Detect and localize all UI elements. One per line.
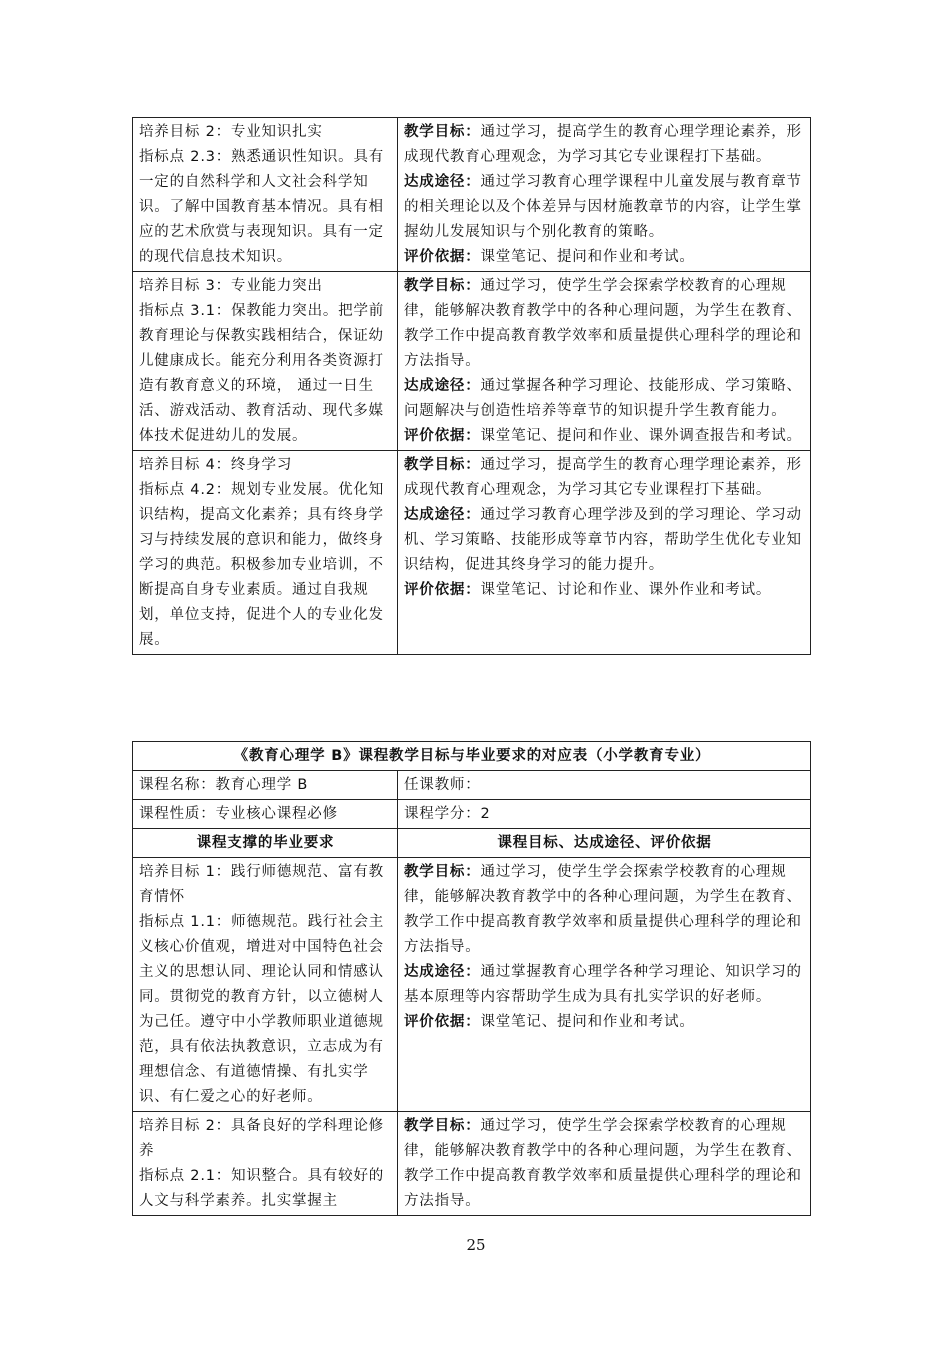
table-title-row (133, 742, 811, 771)
column-header-requirement: 课程支撑的毕业要求 (133, 829, 398, 858)
goal-label: 教学目标： (404, 124, 481, 140)
path-text: 通过掌握教育心理学各种学习理论、知识学习的基本原理等内容帮助学生成为具有扎实学识的好老师。 (404, 964, 802, 1005)
goal-text: 通过学习，使学生学会探索学校教育的心理规律，能够解决教育教学中的各种心理问题，为学生在教育、教学工作中提高教育教学效率和质量提供心理科学的理论和方法指导。 (404, 278, 802, 369)
goal-text: 通过学习，使学生学会探索学校教育的心理规律，能够解决教育教学中的各种心理问题，为学生在教育、教学工作中提高教育教学效率和质量提供心理科学的理论和方法指导。 (404, 1118, 802, 1209)
path-text: 通过掌握各种学习理论、技能形成、学习策略、问题解决与创造性培养等章节的知识提升学生教育能力。 (404, 378, 802, 419)
table-title: 《教育心理学 B》课程教学目标与毕业要求的对应表（小学教育专业） (133, 742, 811, 771)
table-row (133, 1112, 811, 1216)
requirement-cell (133, 272, 398, 451)
path-text: 通过学习教育心理学涉及到的学习理论、学习动机、学习策略、技能形成等章节内容，帮助学生优化专业知识结构，促进其终身学习的能力提升。 (404, 507, 802, 573)
objective-title: 培养目标 1：践行师德规范、富有教育情怀 (139, 864, 384, 905)
table-row (133, 800, 811, 829)
path-label: 达成途径： (404, 174, 481, 190)
indicator-text: 指标点 2.3：熟悉通识性知识。具有一定的自然科学和人文社会科学知识。了解中国教育基本情况。具有相应的艺术欣赏与表现知识。具有一定的现代信息技术知识。 (139, 149, 385, 265)
header-row (133, 829, 811, 858)
table-row (133, 771, 811, 800)
objective-title: 培养目标 4：终身学习 (139, 457, 293, 473)
requirement-cell (133, 858, 398, 1112)
path-label: 达成途径： (404, 507, 481, 523)
path-text: 通过学习教育心理学课程中儿童发展与教育章节的相关理论以及个体差异与因材施教章节的内容，让学生掌握幼儿发展知识与个别化教育的策略。 (404, 174, 802, 240)
objective-title: 培养目标 2：具备良好的学科理论修养 (139, 1118, 384, 1159)
requirement-cell (133, 451, 398, 655)
eval-label: 评价依据： (404, 582, 481, 598)
column-header-objectives: 课程目标、达成途径、评价依据 (398, 829, 811, 858)
requirement-cell (133, 1112, 398, 1216)
indicator-text: 指标点 2.1：知识整合。具有较好的人文与科学素养。扎实掌握主 (139, 1168, 385, 1209)
goal-text: 通过学习，使学生学会探索学校教育的心理规律，能够解决教育教学中的各种心理问题，为学生在教育、教学工作中提高教育教学效率和质量提供心理科学的理论和方法指导。 (404, 864, 802, 955)
goal-label: 教学目标： (404, 457, 481, 473)
goal-label: 教学目标： (404, 278, 481, 294)
course-name: 课程名称：教育心理学 B (133, 771, 398, 800)
goal-cell (398, 118, 811, 272)
eval-text: 课堂笔记、提问和作业和考试。 (480, 1014, 695, 1030)
goal-label: 教学目标： (404, 864, 481, 880)
requirement-cell (133, 118, 398, 272)
table-row (133, 272, 811, 451)
indicator-text: 指标点 3.1：保教能力突出。把学前教育理论与保教实践相结合，保证幼儿健康成长。能充分利用各类资源打造有教育意义的环境， 通过一日生活、游戏活动、教育活动、现代多媒体技术促进幼儿的发展。 (139, 303, 385, 444)
eval-text: 课堂笔记、提问和作业、课外调查报告和考试。 (480, 428, 802, 444)
indicator-text: 指标点 1.1：师德规范。践行社会主义核心价值观，增进对中国特色社会主义的思想认同、理论认同和情感认同。贯彻党的教育方针，以立德树人为己任。遵守中小学教师职业道德规范，具有依法执教意识，立志成为有理想信念、有道德情操、有扎实学识、有仁爱之心的好老师。 (139, 914, 385, 1105)
goal-cell (398, 1112, 811, 1216)
path-label: 达成途径： (404, 378, 481, 394)
path-label: 达成途径： (404, 964, 481, 980)
eval-text: 课堂笔记、讨论和作业、课外作业和考试。 (480, 582, 772, 598)
goal-cell (398, 272, 811, 451)
teacher: 任课教师： (398, 771, 811, 800)
eval-label: 评价依据： (404, 428, 481, 444)
indicator-text: 指标点 4.2：规划专业发展。优化知识结构，提高文化素养；具有终身学习与持续发展的意识和能力，做终身学习的典范。积极参加专业培训，不断提高自身专业素质。通过自我规划，单位支持，促进个人的专业化发展。 (139, 482, 385, 648)
objective-title: 培养目标 2：专业知识扎实 (139, 124, 323, 140)
goal-label: 教学目标： (404, 1118, 481, 1134)
goal-cell (398, 451, 811, 655)
eval-label: 评价依据： (404, 1014, 481, 1030)
course-type: 课程性质：专业核心课程必修 (133, 800, 398, 829)
goal-text: 通过学习，提高学生的教育心理学理论素养，形成现代教育心理观念，为学习其它专业课程打下基础。 (404, 124, 802, 165)
course-credits: 课程学分：2 (398, 800, 811, 829)
table-row (133, 451, 811, 655)
table-row (133, 118, 811, 272)
page-number: 25 (466, 1236, 486, 1254)
objectives-table-primary-education (132, 741, 811, 1216)
goal-cell (398, 858, 811, 1112)
objectives-table-continued (132, 117, 811, 655)
eval-label: 评价依据： (404, 249, 481, 265)
table-row (133, 858, 811, 1112)
objective-title: 培养目标 3：专业能力突出 (139, 278, 323, 294)
eval-text: 课堂笔记、提问和作业和考试。 (480, 249, 695, 265)
goal-text: 通过学习，提高学生的教育心理学理论素养，形成现代教育心理观念，为学习其它专业课程打下基础。 (404, 457, 802, 498)
